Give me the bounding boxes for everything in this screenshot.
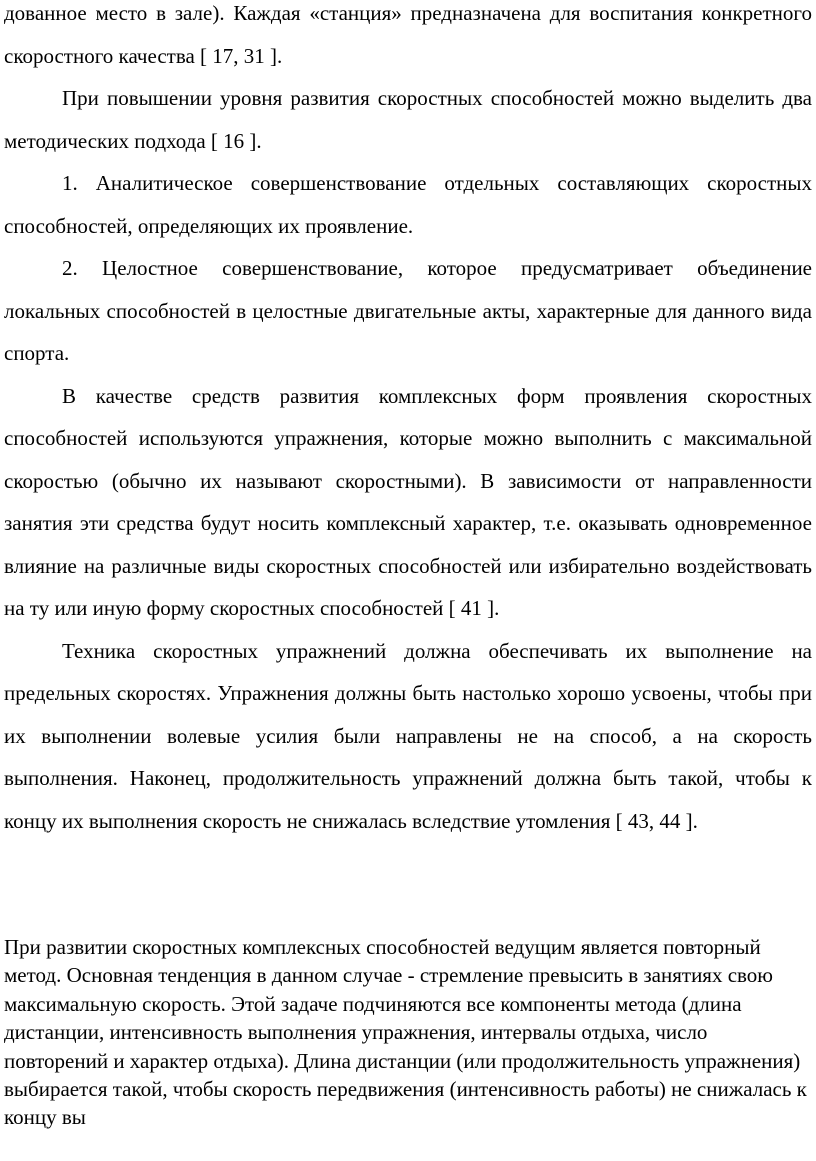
paragraph-technique: Техника скоростных упражнений должна обеспечивать их выполнение на предельных скоростях. Упражнения должны быть настолько хорошо усвоены, чтобы при их выполнении волевые усилия были направлены не на способ, а на скорость выполнения. Наконец, продолжительность упражнений должна быть такой, чтобы к концу их выполнения скорость не снижалась вследствие утомления [ 43, 44 ]. (4, 638, 812, 833)
paragraph-continued: дованное место в зале). Каждая «станция» предназначена для воспитания конкретного скоростного качества [ 17, 31 ]. (4, 1, 812, 68)
paragraph-item-2: 2. Целостное совершенствование, которое предусматривает объединение локальных способностей в целостные двигательные акты, характерные для данного вида спорта. (4, 256, 812, 365)
paragraph-item-1: 1. Аналитическое совершенствование отдельных составляющих скоростных способностей, определяющих их проявление. (4, 171, 812, 238)
document-body (4, 0, 812, 842)
paragraph-means-of-development: В качестве средств развития комплексных форм проявления скоростных способностей используются упражнения, которые можно выполнить с максимальной скоростью (обычно их называют скоростными). В зависимости от направленности занятия эти средства будут носить комплексный характер, т.е. оказывать одновременное влияние на различные виды скоростных способностей или избирательно воздействовать на ту или иную форму скоростных способностей [ 41 ]. (4, 383, 812, 620)
paragraph-methodical-approaches: При повышении уровня развития скоростных способностей можно выделить два методических подхода [ 16 ]. (4, 86, 812, 153)
paragraph-repeated-method: При развитии скоростных комплексных способностей ведущим является повторный метод. Основная тенденция в данном случае - стремление превысить в занятиях свою максимальную скорость. Этой задаче подчиняются все компоненты метода (длина дистанции, интенсивность выполнения упражнения, интервалы отдыха, число повторений и характер отдыха). Длина дистанции (или продолжительность упражнения) выбирается такой, чтобы скорость передвижения (интенсивность работы) не снижалась к концу вы (4, 935, 807, 1130)
